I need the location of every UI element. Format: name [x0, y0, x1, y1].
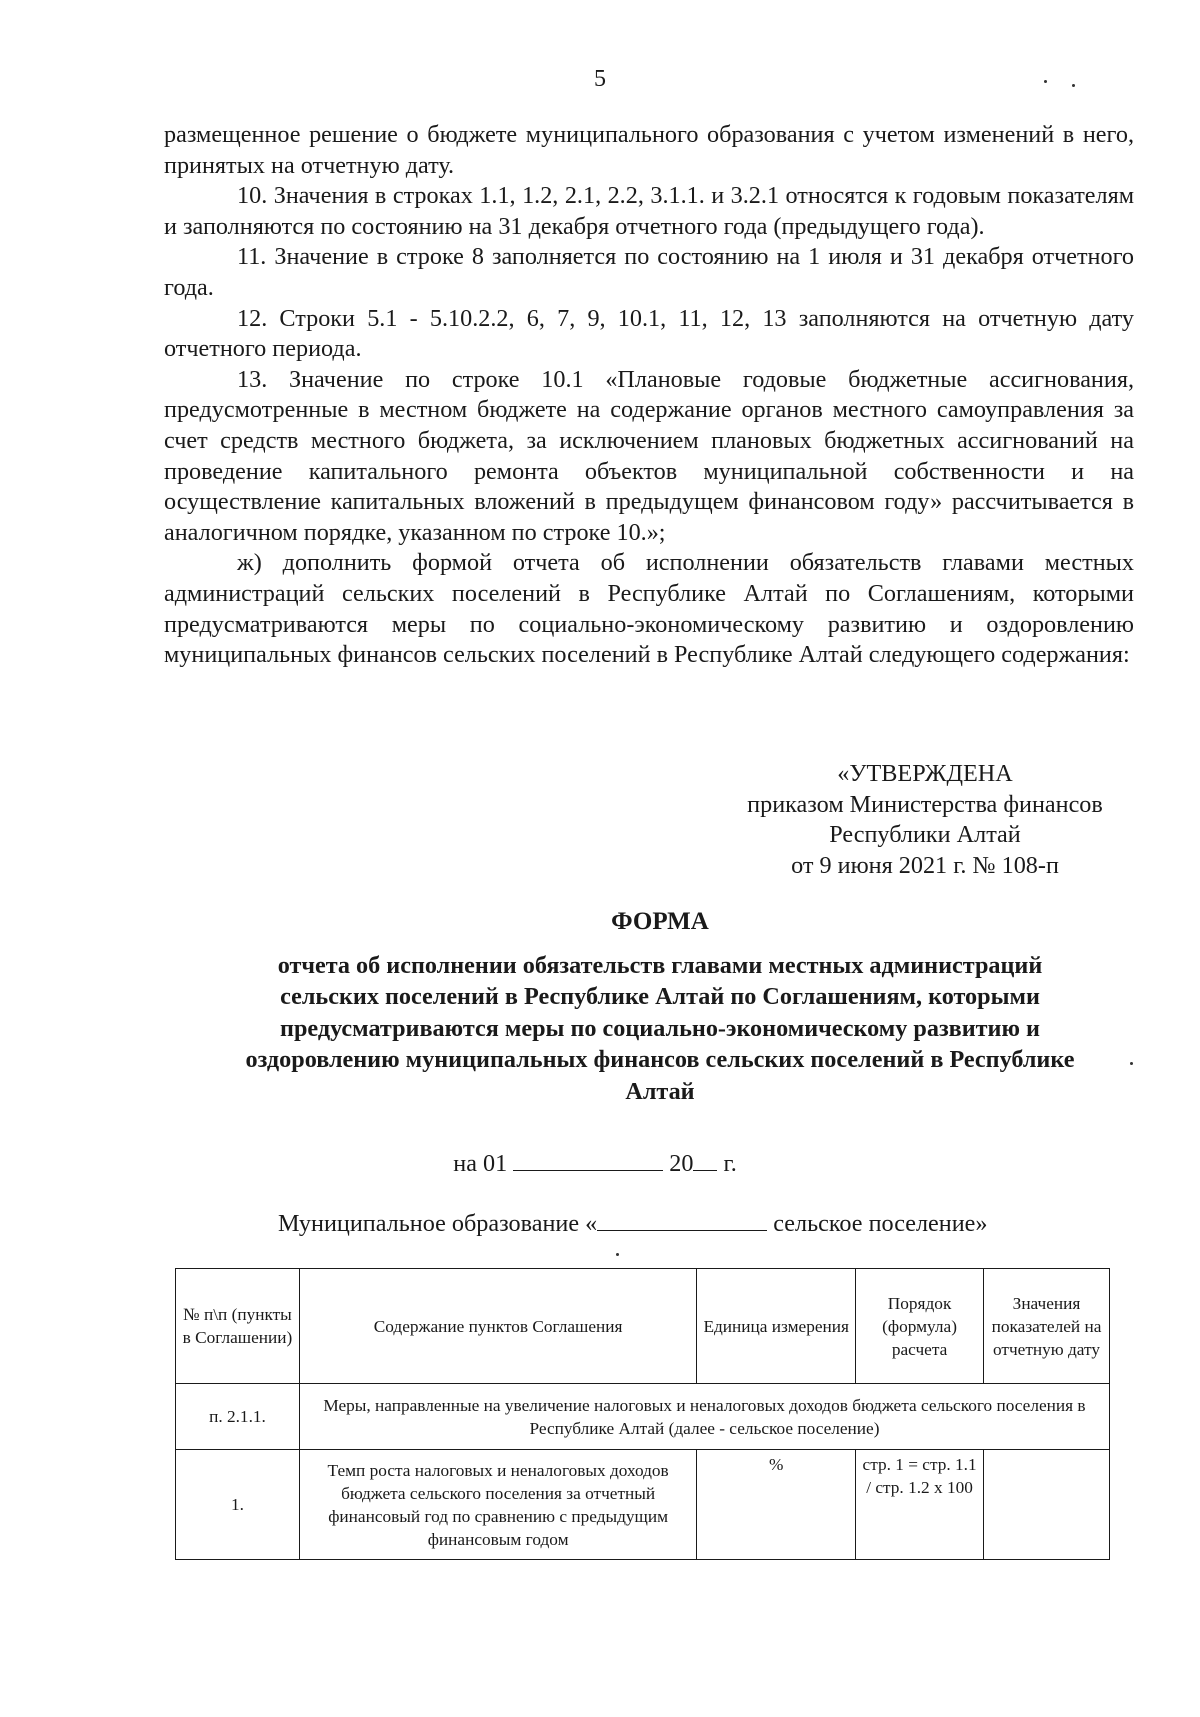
scan-speck — [1044, 80, 1047, 83]
table-section-row — [176, 1384, 1110, 1450]
municipality-line — [278, 1208, 988, 1238]
approval-title: «УТВЕРЖДЕНА — [837, 760, 1013, 787]
header-content: Содержание пунктов Соглашения — [299, 1269, 696, 1384]
table-header-row — [176, 1269, 1110, 1384]
report-table — [175, 1268, 1110, 1560]
scan-speck — [1130, 1062, 1133, 1065]
row-number: 1. — [176, 1450, 300, 1560]
body-text — [164, 120, 1134, 671]
header-unit: Единица измерения — [697, 1269, 856, 1384]
date-suffix: г. — [723, 1150, 737, 1177]
municipality-blank[interactable] — [597, 1208, 767, 1231]
table-row — [176, 1450, 1110, 1560]
row-formula: стр. 1 = стр. 1.1 / стр. 1.2 х 100 — [856, 1450, 984, 1560]
form-heading: ФОРМА — [611, 908, 709, 935]
page-number: 5 — [594, 66, 606, 92]
scan-speck — [616, 1253, 619, 1256]
approval-republic: Республики Алтай — [829, 821, 1021, 849]
municipality-prefix: Муниципальное образование « — [278, 1210, 598, 1237]
form-title — [230, 906, 1090, 1107]
row-content: Темп роста налоговых и неналоговых доходов бюджета сельского поселения за отчетный финансовый год по сравнению с предыдущим финансовым годом — [299, 1450, 696, 1560]
report-date-line — [0, 1148, 1200, 1178]
year-blank[interactable] — [693, 1148, 717, 1171]
section-number: п. 2.1.1. — [176, 1384, 300, 1450]
scan-speck — [1072, 84, 1075, 87]
municipality-suffix: сельское поселение» — [773, 1210, 988, 1237]
row-value[interactable] — [984, 1450, 1110, 1560]
approval-order: приказом Министерства финансов — [747, 790, 1103, 818]
approval-block — [700, 759, 1150, 881]
paragraph-zh: ж) дополнить формой отчета об исполнении обязательств главами местных администраций сельских поселений в Республике Алтай по Соглашениям, которыми предусматриваются меры по социально-экономическому развитию и оздоровлению муниципальных финансов сельских поселений в Республике Алтай следующего содержания: — [164, 549, 1134, 669]
year-prefix: 20 — [669, 1150, 694, 1177]
form-subtitle: отчета об исполнении обязательств главами местных администраций сельских поселений в Республике Алтай по Соглашениям, которыми предусматриваются меры по социально-экономическому развитию и оздоровлению муниципальных финансов сельских поселений в Республике Алтай — [245, 951, 1075, 1105]
section-text: Меры, направленные на увеличение налоговых и неналоговых доходов бюджета сельского поселения в Республике Алтай (далее - сельское поселение) — [299, 1384, 1109, 1450]
header-number: № п\п (пункты в Соглашении) — [176, 1269, 300, 1384]
row-unit: % — [697, 1450, 856, 1560]
header-value: Значения показателей на отчетную дату — [984, 1269, 1110, 1384]
paragraph-13: 13. Значение по строке 10.1 «Плановые годовые бюджетные ассигнования, предусмотренные в местном бюджете на содержание органов местного самоуправления за счет средств местного бюджета, за исключением плановых бюджетных ассигнований на проведение капитального ремонта объектов муниципальной собственности и на осуществление капитальных вложений в предыдущем финансовом году» рассчитывается в аналогичном порядке, указанном по строке 10.»; — [164, 365, 1134, 546]
header-formula: Порядок (формула) расчета — [856, 1269, 984, 1384]
paragraph-10: 10. Значения в строках 1.1, 1.2, 2.1, 2.2, 3.1.1. и 3.2.1 относятся к годовым показателям и заполняются по состоянию на 31 декабря отчетного года (предыдущего года). — [164, 182, 1134, 240]
date-prefix: на 01 — [453, 1150, 508, 1177]
paragraph-continuation: размещенное решение о бюджете муниципального образования с учетом изменений в него, принятых на отчетную дату. — [164, 121, 1134, 179]
date-blank[interactable] — [513, 1148, 663, 1171]
approval-date: от 9 июня 2021 г. № 108-п — [791, 851, 1059, 879]
paragraph-12: 12. Строки 5.1 - 5.10.2.2, 6, 7, 9, 10.1, 11, 12, 13 заполняются на отчетную дату отчетного периода. — [164, 304, 1134, 363]
paragraph-11: 11. Значение в строке 8 заполняется по состоянию на 1 июля и 31 декабря отчетного года. — [164, 243, 1134, 301]
